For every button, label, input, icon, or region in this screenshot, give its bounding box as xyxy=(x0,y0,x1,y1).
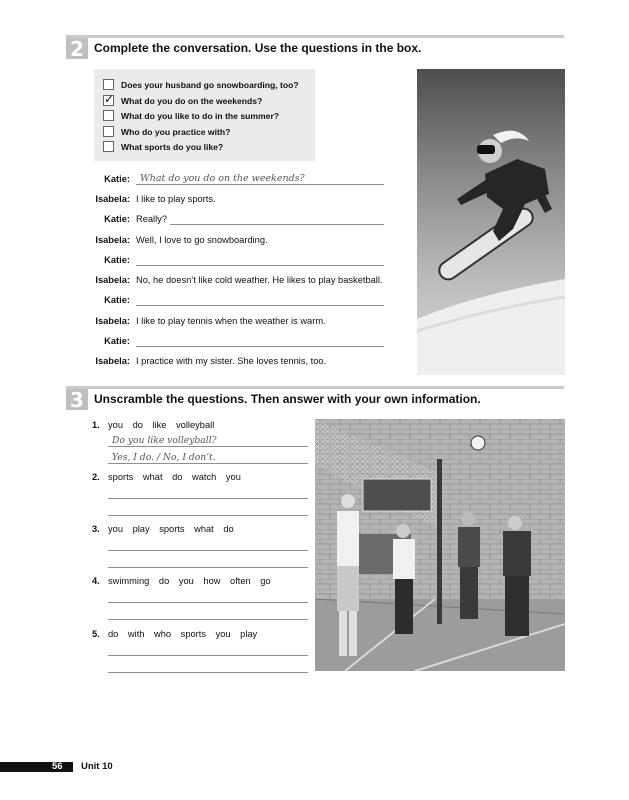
unit-label: Unit 10 xyxy=(81,761,113,772)
item-number: 3. xyxy=(92,524,100,534)
answer-line[interactable] xyxy=(136,346,384,347)
answer-line[interactable] xyxy=(108,672,308,673)
question-text: What sports do you like? xyxy=(121,142,224,152)
checkbox[interactable] xyxy=(103,79,114,90)
question-text: What do you like to do in the summer? xyxy=(121,111,280,121)
snowboarder-photo xyxy=(417,69,565,375)
speaker-name: Katie: xyxy=(104,255,130,265)
answer-line[interactable] xyxy=(136,184,384,185)
speaker-name: Katie: xyxy=(104,295,130,305)
dialogue-text: Really? xyxy=(136,214,168,224)
page-number: 56 xyxy=(52,761,63,772)
dialogue-text: I like to play tennis when the weather is warm. xyxy=(136,316,326,326)
section-divider xyxy=(66,386,564,389)
dialogue-text: No, he doesn’t like cold weather. He likes to play basketball. xyxy=(136,275,383,285)
volleyball-photo xyxy=(315,419,565,671)
item-number: 5. xyxy=(92,629,100,639)
dialogue-text: I practice with my sister. She loves tennis, too. xyxy=(136,356,327,366)
item-number: 4. xyxy=(92,576,100,586)
section-title: Unscramble the questions. Then answer with your own information. xyxy=(94,392,481,406)
speaker-name: Isabela: xyxy=(95,194,130,204)
question-box xyxy=(94,69,315,161)
section-divider xyxy=(66,35,564,38)
handwritten-answer: Yes, I do. / No, I don’t. xyxy=(112,452,216,463)
answer-line[interactable] xyxy=(108,463,308,464)
answer-line[interactable] xyxy=(108,602,308,603)
handwritten-question: Do you like volleyball? xyxy=(112,435,217,446)
speaker-name: Katie: xyxy=(104,174,130,184)
answer-line[interactable] xyxy=(108,550,308,551)
answer-line[interactable] xyxy=(136,305,384,306)
speaker-name: Isabela: xyxy=(95,235,130,245)
scrambled-words: sports what do watch you xyxy=(108,472,241,482)
answer-line[interactable] xyxy=(108,515,308,516)
speaker-name: Katie: xyxy=(104,336,130,346)
check-mark-icon: ✓ xyxy=(104,92,115,106)
dialogue-text: I like to play sports. xyxy=(136,194,216,204)
speaker-name: Isabela: xyxy=(95,356,130,366)
answer-line[interactable] xyxy=(108,446,308,447)
answer-line[interactable] xyxy=(108,655,308,656)
checkbox[interactable] xyxy=(103,141,114,152)
answer-line[interactable] xyxy=(108,567,308,568)
item-number: 2. xyxy=(92,472,100,482)
scrambled-words: you play sports what do xyxy=(108,524,234,534)
dialogue-text: Well, I love to go snowboarding. xyxy=(136,235,268,245)
speaker-name: Isabela: xyxy=(95,275,130,285)
handwritten-answer: What do you do on the weekends? xyxy=(140,173,305,184)
checkbox[interactable] xyxy=(103,110,114,121)
question-text: Who do you practice with? xyxy=(121,127,231,137)
answer-line[interactable] xyxy=(108,498,308,499)
scrambled-words: you do like volleyball xyxy=(108,420,215,430)
speaker-name: Katie: xyxy=(104,214,130,224)
section-title: Complete the conversation. Use the questions in the box. xyxy=(94,41,422,55)
scrambled-words: do with who sports you play xyxy=(108,629,258,639)
checkbox[interactable] xyxy=(103,126,114,137)
section-2-header xyxy=(66,35,564,59)
answer-line[interactable] xyxy=(170,224,384,225)
question-text: What do you do on the weekends? xyxy=(121,96,263,106)
speaker-name: Isabela: xyxy=(95,316,130,326)
checkbox-checked[interactable] xyxy=(103,92,115,106)
scrambled-words: swimming do you how often go xyxy=(108,576,271,586)
section-number: 2 xyxy=(66,38,88,59)
section-3-header xyxy=(66,386,564,410)
question-text: Does your husband go snowboarding, too? xyxy=(121,80,299,90)
answer-line[interactable] xyxy=(136,265,384,266)
answer-line[interactable] xyxy=(108,619,308,620)
section-number: 3 xyxy=(66,389,88,410)
item-number: 1. xyxy=(92,420,100,430)
